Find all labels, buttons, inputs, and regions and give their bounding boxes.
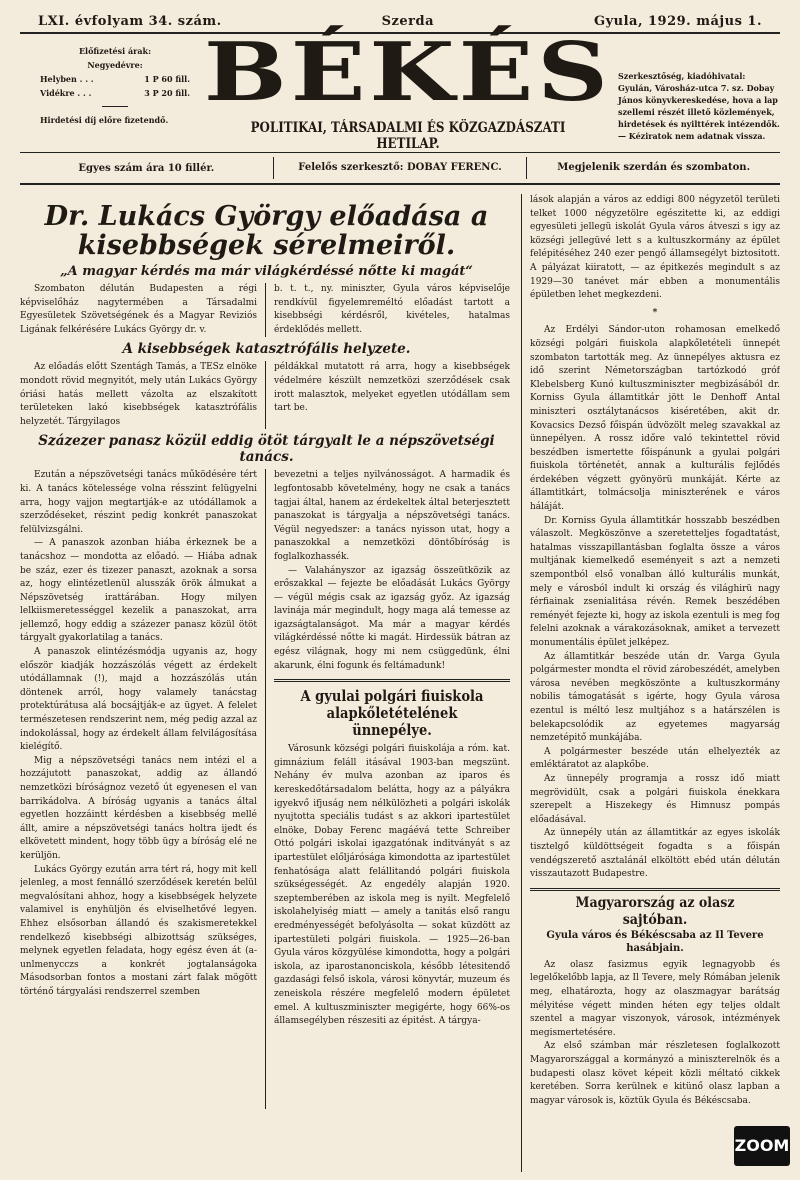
- prices-heading: Előfizetési árak:: [78, 46, 152, 56]
- intro-right: b. t. t., ny. miniszter, Gyula város képviselője rendkívül figyelemreméltó előadást tartott a kisebbségi kérdésről, kivételes, hatalmas érdeklődés mellett.: [274, 284, 510, 335]
- place-date: Gyula, 1929. május 1.: [593, 14, 762, 29]
- masthead: [20, 25, 780, 153]
- subheading-1: A kisebbségek katasztrófális helyzete.: [122, 341, 411, 358]
- prices-quarter: Negyedévre:: [87, 60, 143, 70]
- intro-columns: [20, 283, 513, 337]
- paragraph: Az első számban már részletesen foglalkozott Magyarországgal a kormányzó a miniszterelnök és a budapesti olasz követ képeit közli méltató cikkek keretében. Sorra kerülnek e kitünő olasz lapban a magyar városok is, köztük Gyula és Békéscsaba.: [530, 1041, 780, 1106]
- paragraph: lások alapján a város az eddigi 800 négyzetöl területi telket 1000 négyzetölre egészitette ki, az eddigi egyesületi jellegü iskolát Gyula város átveszi s igy az községi jellegüvé lett s a kultuszkormány az épület felépitéséhez 240 ezer pengő államsegélyt biztositott. A pályázat kiiratott, — az épitkezés megindult s az 1929—30 tanévet már ebben a monumentális épületben lehet megkezdeni.: [530, 195, 780, 301]
- article-divider: [274, 679, 510, 682]
- paper-subtitle: POLITIKAI, TÁRSADALMI ÉS KÖZGAZDÁSZATI HETILAP.: [250, 120, 566, 152]
- paragraph: A panaszok elintézésmódja ugyanis az, hogy először kiadják hozzászólás végett az érdekelt utódállamnak (!), majd a hozzászólás után döntenek arról, hogy valamely tanácstag protektúrátusa alá bocsájtják-e az ügyet. A felelet természetesen rendszerint nem, még pedig azzal az indokolással, hogy az érdekelt állam felvilágosítása kielégítő.: [20, 647, 257, 753]
- country-label: Vidékre . . .: [40, 88, 92, 98]
- paragraph: Az államtitkár beszéde után dr. Varga Gyula polgármester mondta el rövid zárobeszédét, amelyben városa nevében megköszönte a kultuszkormány nobilis támogatását s igérte, hogy Gyula városa ezentul is méltó lesz multjához s a határszélen is belekapcsolódik az egyetemes magyarság nemzetépitő munkájába.: [530, 651, 780, 744]
- paragraph: — A panaszok azonban hiába érkeznek be a tanácshoz — mondotta az előadó. — Hiába adnak be száz, ezer és tizezer panaszt, azoknak a sorsa az, hogy elintézetlenül alusszák örök álmukat a Népszövetség irattárában. Hogy milyen lelkiismeretességgel kezelik a panaszokat, arra jellemző, hogy eddig a százezer panasz közül ötöt tárgyalt gyakorlatilag a tanács.: [20, 538, 257, 644]
- page-body: [20, 194, 780, 1172]
- nameplate: [198, 25, 618, 152]
- intro-left: Szombaton délután Budapesten a régi képviselőház nagytermében a Társadalmi Egyesületek Szövetségének és a Magyar Reviziós Ligának felkérésére Lukács György dr. v.: [20, 284, 257, 335]
- ads-note: Hirdetési díj előre fizetendő.: [40, 115, 169, 125]
- editorial-info: Szerkesztőség, kiadóhivatal: Gyulán, Városház-utca 7. sz. Dobay János könyvkereskedése, hova a lap szellemi részét illető közlemények, hirdetések és nyilttérek intézendők. — Kéziratok nem adatnak vissza.: [618, 71, 780, 141]
- article2-headline: A gyulai polgári fiuiskola alapkőletételének ünnepélye.: [300, 688, 484, 740]
- zoom-logo[interactable]: ZOOM: [734, 1126, 790, 1166]
- paragraph: Az Erdélyi Sándor-uton rohamosan emelkedő községi polgári fiuiskola alapkőletételi ünnepét szombaton tartották meg. Az ünnepélyes aktusra ez idő szerint Németországban tartózkodó gróf Klebelsberg Kunó kultuszminiszter megbizásából dr. Korniss Gyula államtitkár jött le Denhoff Antal miniszteri osztálytanácsos kiséretében, akit dr. Kovacsics Dezső főispán üdvözölt meleg szavakkal az ünnepélyen. A rossz időre való tekintettel rövid beszédben ismertette főispánunk a gyulai polgári fiuiskola történetét, annak a kulturális fejlődés érdekében végzett gyönyörü munkáját. Kérte az államtitkárt, tolmácsolja miniszterének e város háláját.: [530, 325, 780, 513]
- paragraph: Lukács György ezután arra tért rá, hogy mit kell jelenleg, a most fennálló szerződések keretén belül megvalósítani ahhoz, hogy a kisebbségek helyzete valamivel is enyhüljön és elviselhetővé legyen. Ehhez elsősorban állandó és szakismeretekkel rendelkező kisebbségi albizottság szükséges, melynek egyetlen feladata, hogy egész éven át (a-unlmenycczs a konkrét jogtalanságoka Másodsorban fontos a mostani zárt falak mögött történő tárgyalási rendszerrel szemben: [20, 864, 257, 997]
- divider: [102, 106, 128, 107]
- article3-headline: Magyarország az olasz sajtóban.: [575, 894, 735, 928]
- paragraph: Az ünnepély után az államtitkár az egyes iskolák tisztelgő küldöttségeit fogadta s a főispán vendégszerető asztalánál elköltött ebéd után délután visszautazott Budapestre.: [530, 828, 780, 880]
- paragraph: Az ünnepély programja a rossz idő miatt megrövidült, csak a polgári fiuiskola énekkara szerepelt a Hiszekegy és Himnusz pompás előadásával.: [530, 773, 780, 825]
- lead-article: [20, 194, 513, 1172]
- section1-left: Az előadás előtt Szentágh Tamás, a TESz elnöke mondott rövid megnyitót, mely után Lukács György óriási hatás mellett vázolta az elszakított területeken lakó kisebbségek katasztrófális helyzetét. Tárgyilagos: [20, 362, 257, 427]
- column-a: [20, 469, 265, 1109]
- paragraph: — Valahányszor az igazság összeütközik az erőszakkal — fejezte be előadását Lukács György — végül mégis csak az igazság győz. Az igazság lavinája már megindult, hogy maga alá temesse az igazságtalanságot. Ma már a magyar kérdés világkérdéssé nőtte ki magát. Hirdessük bátran az egész világnak, hogy mi nem csüggedünk, élni akarunk, élni fogunk és feltámadunk!: [274, 565, 510, 671]
- paragraph: Ezután a népszövetségi tanács működésére tért ki. A tanács kötelessége volna résszint felügyelni arra, hogy vajjon megtartják-e az utódállamok a szerződéseket, részint pedig konkrét panaszokat felülvizsgálni.: [20, 470, 257, 535]
- paragraph: Mig a népszövetségi tanács nem intézi el a hozzájutott panaszokat, addig az állandó nemzetközi bíróságnoz vezető út egyenesen el van barrikádolva. A bíróság ugyanis a tanács által egyetlen hozzáintt kérdésben a kisebbség mellé állt, amire a népszövetségi tanács holtra ijedt és elkövetett mindent, hogy több ügy a bíróság elé ne kerüljön.: [20, 755, 257, 861]
- lead-quote: „A magyar kérdés ma már világkérdéssé nőtte ki magát“: [60, 264, 473, 279]
- column-b: [265, 469, 510, 1109]
- article2-text: Városunk községi polgári fiuiskolája a róm. kat. gimnázium feláll itásával 1903-ban megszünt. Nehány év mulva azonban az iparos és kereskedőtársadalom belátta, hogy az a pályákra igyekvő ifjuság nem nélkülözheti a polgári iskolák nyujtotta speciális tudást s az akkori ipartestület elnöke, Dobay Ferenc magáévá tette Schreiber Ottó polgári iskolai igazgatónak inditványát s az ipartestület előljárósága kimondotta az ipartestület fenhatósága alatt felállitandó polgári fiuiskola szükségességét. Az engedély alapján 1920. szeptemberében az iskola meg is nyilt. Megfelelő iskolahelyiség miatt — amely a tanitás első rangu eredményességét befolyásolta — sokat küzdött az ipartestületi polgári fiuiskola. — 1925—26-ban Gyula város közgyülése kimondotta, hogy a polgári iskola, az iparostanonciskola, később létesitendő gazdasági felső iskola, városi könyvtár, muzeum és zeneiskola részére megfelelő modern épületet emel. A kultuszminiszter megigérte, hogy 66%-os államsegélyben részesiti az épitést. A tárgya-: [274, 744, 510, 1027]
- publication-days: Megjelenik szerdán és szombaton.: [526, 157, 780, 179]
- paragraph: Az olasz fasizmus egyik legnagyobb és legelőkelőbb lapja, az Il Tevere, mely Rómában jelenik meg, elhatározta, hogy az olaszmagyar barátság mélyitése végett minden héten egy teljes oldalt szentel a magyar viszonyok, városok, intézmények megismertetésére.: [530, 959, 780, 1038]
- country-price: 3 P 20 fill.: [144, 88, 190, 98]
- editor-line: Felelős szerkesztő: DOBAY FERENC.: [273, 157, 527, 179]
- separator-star: *: [652, 307, 658, 318]
- issue-price: Egyes szám ára 10 fillér.: [78, 162, 215, 174]
- section1-right: példákkal mutatott rá arra, hogy a kisebbségek védelmére készült nemzetközi szerződések csak irott malasztok, melyeket egyetlen utódállam sem tart be.: [274, 362, 510, 414]
- info-bar: [20, 153, 780, 185]
- local-label: Helyben . . .: [40, 74, 94, 84]
- article3-subheading: Gyula város és Békéscsaba az Il Tevere hasábjain.: [546, 929, 764, 955]
- section1-columns: [20, 361, 513, 429]
- subheading-2: Százezer panasz közül eddig ötöt tárgyalt le a népszövetségi tanács.: [38, 433, 495, 466]
- local-price: 1 P 60 fill.: [144, 74, 190, 84]
- main-columns: [20, 469, 513, 1109]
- newspaper-page: [20, 12, 780, 1172]
- paragraph: A polgármester beszéde után elhelyezték az emléktáratot az alapkőbe.: [530, 746, 780, 771]
- article-divider: [530, 888, 780, 891]
- right-column: [521, 194, 780, 1172]
- paragraph: Dr. Korniss Gyula államtitkár hosszabb beszédben válaszolt. Megköszönve a szeretetteljes fogadtatást, hatalmas visszapillantásban foglalta össze a város multjának kiemelkedő eseményeit s azt a nemzeti szempontból első vonalban álló kulturális munkát, mely e városból indult ki ország és világhirü nagy férfiainak zsenialitása révén. Remek beszédében reményét fejezte ki, hogy az iskola ezentuli is meg fog felelni azoknak a várakozásoknak, amiket a tervezett monumentális épület jelképez.: [530, 515, 780, 648]
- volume-number: LXI. évfolyam 34. szám.: [38, 14, 222, 29]
- paper-title: BÉKÉS: [203, 25, 613, 120]
- lead-headline: Dr. Lukács György előadása a kisebbségek sérelmeiről.: [44, 201, 489, 261]
- weekday: Szerda: [381, 14, 435, 29]
- paragraph: bevezetni a teljes nyilvánosságot. A harmadik és legfontosabb követelmény, hogy ne csak a tanács tagjai által, hanem az érdekeltek által beterjesztett panaszokat is tárgyalja a népszövetségi tanács. Végül negyedszer: a tanács nyisson utat, hogy a panaszokkal a nemzetközi döntőbíróság is foglalkozhassék.: [274, 470, 510, 562]
- subscription-prices: [40, 44, 190, 127]
